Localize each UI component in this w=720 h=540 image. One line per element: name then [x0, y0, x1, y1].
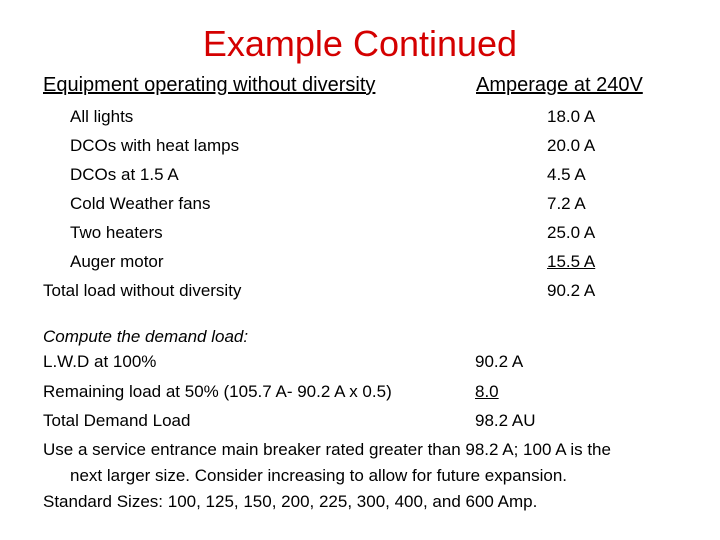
equipment-row	[0, 102, 720, 131]
slide-title: Example Continued	[202, 23, 518, 64]
total-load-row	[0, 276, 720, 305]
demand-label: Total Demand Load	[43, 411, 191, 430]
equipment-row	[0, 160, 720, 189]
total-load-label: Total load without diversity	[43, 281, 242, 300]
demand-heading: Compute the demand load:	[43, 327, 249, 346]
demand-value: 90.2 A	[475, 352, 524, 371]
equipment-row	[0, 131, 720, 160]
equipment-row	[0, 247, 720, 276]
demand-row	[43, 406, 703, 435]
equipment-amperage: 20.0 A	[547, 136, 596, 155]
equipment-amperage: 7.2 A	[547, 194, 586, 213]
demand-row	[43, 347, 703, 376]
equipment-row	[0, 218, 720, 247]
amperage-column-header: Amperage at 240V	[476, 74, 643, 96]
demand-value: 98.2 AU	[475, 411, 536, 430]
equipment-amperage: 15.5 A	[547, 252, 596, 271]
recommendation-line2: next larger size. Consider increasing to allow for future expansion.	[70, 466, 568, 485]
demand-label: L.W.D at 100%	[43, 352, 157, 371]
equipment-label: Cold Weather fans	[70, 194, 211, 213]
equipment-label: Auger motor	[70, 252, 164, 271]
breaker-recommendation	[43, 437, 673, 489]
total-load-amperage: 90.2 A	[547, 281, 596, 300]
equipment-label: DCOs at 1.5 A	[70, 165, 179, 184]
standard-sizes: Standard Sizes: 100, 125, 150, 200, 225, 300, 400, and 600 Amp.	[43, 492, 538, 511]
equipment-label: DCOs with heat lamps	[70, 136, 240, 155]
demand-row	[43, 377, 703, 406]
equipment-amperage: 25.0 A	[547, 223, 596, 242]
equipment-amperage: 18.0 A	[547, 107, 596, 126]
equipment-column-header: Equipment operating without diversity	[43, 74, 376, 96]
equipment-row	[0, 189, 720, 218]
equipment-label: Two heaters	[70, 223, 163, 242]
demand-value: 8.0	[475, 382, 499, 401]
recommendation-line1: Use a service entrance main breaker rated greater than 98.2 A; 100 A is the	[43, 440, 611, 459]
demand-label: Remaining load at 50% (105.7 A- 90.2 A x 0.5)	[43, 382, 392, 401]
equipment-label: All lights	[70, 107, 134, 126]
equipment-amperage: 4.5 A	[547, 165, 586, 184]
